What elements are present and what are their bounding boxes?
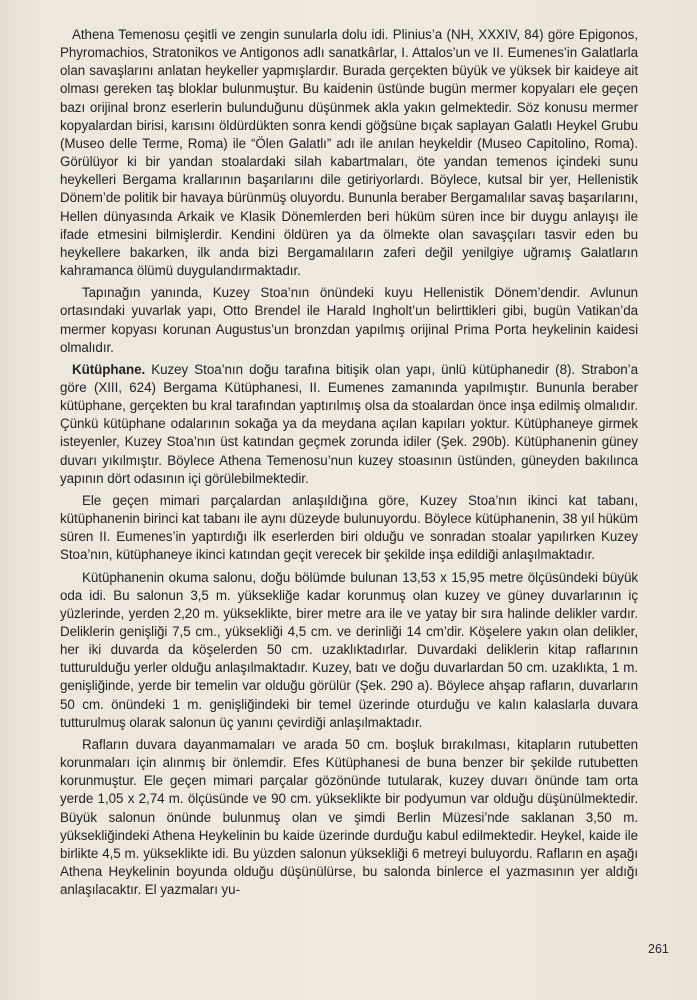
page-number: 261 (648, 942, 669, 956)
paragraph-text: Ele geçen mimari parçalardan anlaşıldığına göre, Kuzey Stoa’nın ikinci kat tabanı, kütüphanenin birinci kat tabanı ile aynı düzeyde bulunuyordu. Böylece kütüphanenin, 38 yıl hüküm süren II. Eumenes’in yaptırdığı ilk eserlerden biri olduğu ve sonradan stoalar yapılırken Kuzey Stoa’nın, kütüphaneye ikinci katından geçit verecek bir şekilde inşa edildiği anlaşılmaktadır. (60, 492, 638, 563)
paragraph-library (60, 361, 638, 488)
body-text (60, 26, 638, 903)
paragraph-text: Athena Temenosu çeşitli ve zengin sunularla dolu idi. Plinius’a (NH, XXXIV, 84) göre Epigonos, Phyromachios, Stratonikos ve Antigonos adlı sanatkârlar, I. Attalos’un ve II. Eumenes’in Galatlarla olan savaşlarını anlatan heykeller yapmışlardır. Burada gerçekten büyük ve yüksek bir kaideye ait olması gereken taş bloklar bulunmuştur. Bu kaidenin üstünde bugün mermer kopyaları ele geçen bazı orijinal bronz eserlerin bulunduğunu düşünmek akla yakın gelmektedir. Söz konusu mermer kopyalardan birisi, karısını öldürdükten sonra kendi göğsüne bıçak saplayan Galatlı Heykel Grubu (Museo delle Terme, Roma) ile “Ölen Galatlı” adı ile anılan heykeldir (Museo Capitolino, Roma). Görülüyor ki bir yandan stoalardaki silah kabartmaları, öte yandan temenos içindeki sunu heykelleri Bergama krallarının başarılarını dile getiriyorlardı. Böylece, kutsal bir yer, Hellenistik Dönem’de politik bir havaya bürünmüş oluyordu. Bununla beraber Bergamalılar savaş başarılarını, Hellen dünyasında Arkaik ve Klasik Dönemlerden beri hüküm süren ince bir duygu anlayışı ile ifade etmesini bilmişlerdir. Kendini öldüren ya da ölmekte olan savaşçıları tasvir eden bu heykellere bakarken, ilk anda bizi Bergamalıların zaferi değil yenilgiye uğramış Galatların kahramanca ölümü duygulandırmaktadır. (60, 27, 638, 279)
paragraph-shelves (60, 736, 638, 899)
section-heading-library: Kütüphane. (72, 361, 146, 377)
paragraph-architecture (60, 492, 638, 565)
paragraph-temple-well (60, 284, 638, 357)
paragraph-athena-temenos (60, 26, 638, 280)
paragraph-text: Rafların duvara dayanmamaları ve arada 50 cm. boşluk bırakılması, kitapların rutubetten korunmaları için alınmış bir önlemdir. Efes Kütüphanesi de buna benzer bir şekilde rutubetten korunmuştur. Ele geçen mimari parçalar gözönünde tutularak, kuzey duvarı önünde tam orta yerde 1,05 x 2,74 m. ölçüsünde ve 90 cm. yükseklikte bir podyumun var olduğu düşünülmektedir. Büyük salonun önünde bulunmuş olan ve şimdi Berlin Müzesi’nde saklanan 3,50 m. yüksekliğindeki Athena Heykelinin bu kaide üzerinde durduğu kabul edilmektedir. Heykel, kaide ile birlikte 4,5 m. yükseklikte idi. Bu yüzden salonun yüksekliği 6 metreyi buluyordu. Rafların en aşağı Athena Heykelinin boyunda olduğu düşünülürse, bu salonda binlerce el yazmasının yer aldığı anlaşılacaktır. El yazmaları yu- (60, 736, 638, 898)
paragraph-text: Tapınağın yanında, Kuzey Stoa’nın önündeki kuyu Hellenistik Dönem’dendir. Avlunun ortasındaki yuvarlak yapı, Otto Brendel ile Harald Ingholt’un belirttikleri gibi, bugün Vatikan’da mermer kopyası korunan Augustus’un bronzdan yapılmış orijinal Prima Porta heykelinin kaidesi olmalıdır. (60, 285, 638, 355)
paragraph-text: Kütüphanenin okuma salonu, doğu bölümde bulunan 13,53 x 15,95 metre ölçüsündeki büyük oda idi. Bu salonun 3,5 m. yüksekliğe kadar korunmuş olan kuzey ve güney duvarlarının iç yüzlerinde, yerden 2,20 m. yükseklikte, birer metre ara ile ve yatay bir sıra halinde delikler vardır. Deliklerin genişliği 7,5 cm., yüksekliği 4,5 cm. ve derinliği 14 cm’dir. Köşelere yakın olan delikler, her iki duvarda da köşelerden 50 cm. uzaklıktadırlar. Duvardaki deliklerin kitap raflarının tutturulduğu yerler olduğu anlaşılmaktadır. Kuzey, batı ve doğu duvarlardan 50 cm. uzaklıkta, 1 m. genişliğinde, yerde bir temelin var olduğu görülür (Şek. 290 a). Böylece ahşap rafların, duvarların 50 cm. önündeki 1 m. genişliğindeki bir temel üzerinde oturduğu ve kalın kalaslarla duvara tutturulmuş olarak salonun üç yanını çevirdiği anlaşılmaktadır. (60, 569, 638, 730)
paragraph-text: Kuzey Stoa’nın doğu tarafına bitişik olan yapı, ünlü kütüphanedir (8). Strabon’a göre (XIII, 624) Bergama Kütüphanesi, II. Eumenes zamanında yapılmıştır. Bununla beraber kütüphane, gerçekten bu kral tarafından yaptırılmış olsa da stoalardan önce inşa edilmiş olmalıdır. Çünkü kütüphane odalarının sokağa ya da meydana açılan kapıları yoktur. Kütüphaneye girmek isteyenler, Kuzey Stoa’nın üst katından geçmek zorunda idiler (Şek. 290b). Kütüphanenin güney duvarı yıkılmıştır. Böylece Athena Temenosu’nun kuzey stoasının üstünden, güneyden bakılınca yapının dört odasının içi görülebilmektedir. (60, 361, 638, 486)
paragraph-reading-room (60, 569, 638, 732)
